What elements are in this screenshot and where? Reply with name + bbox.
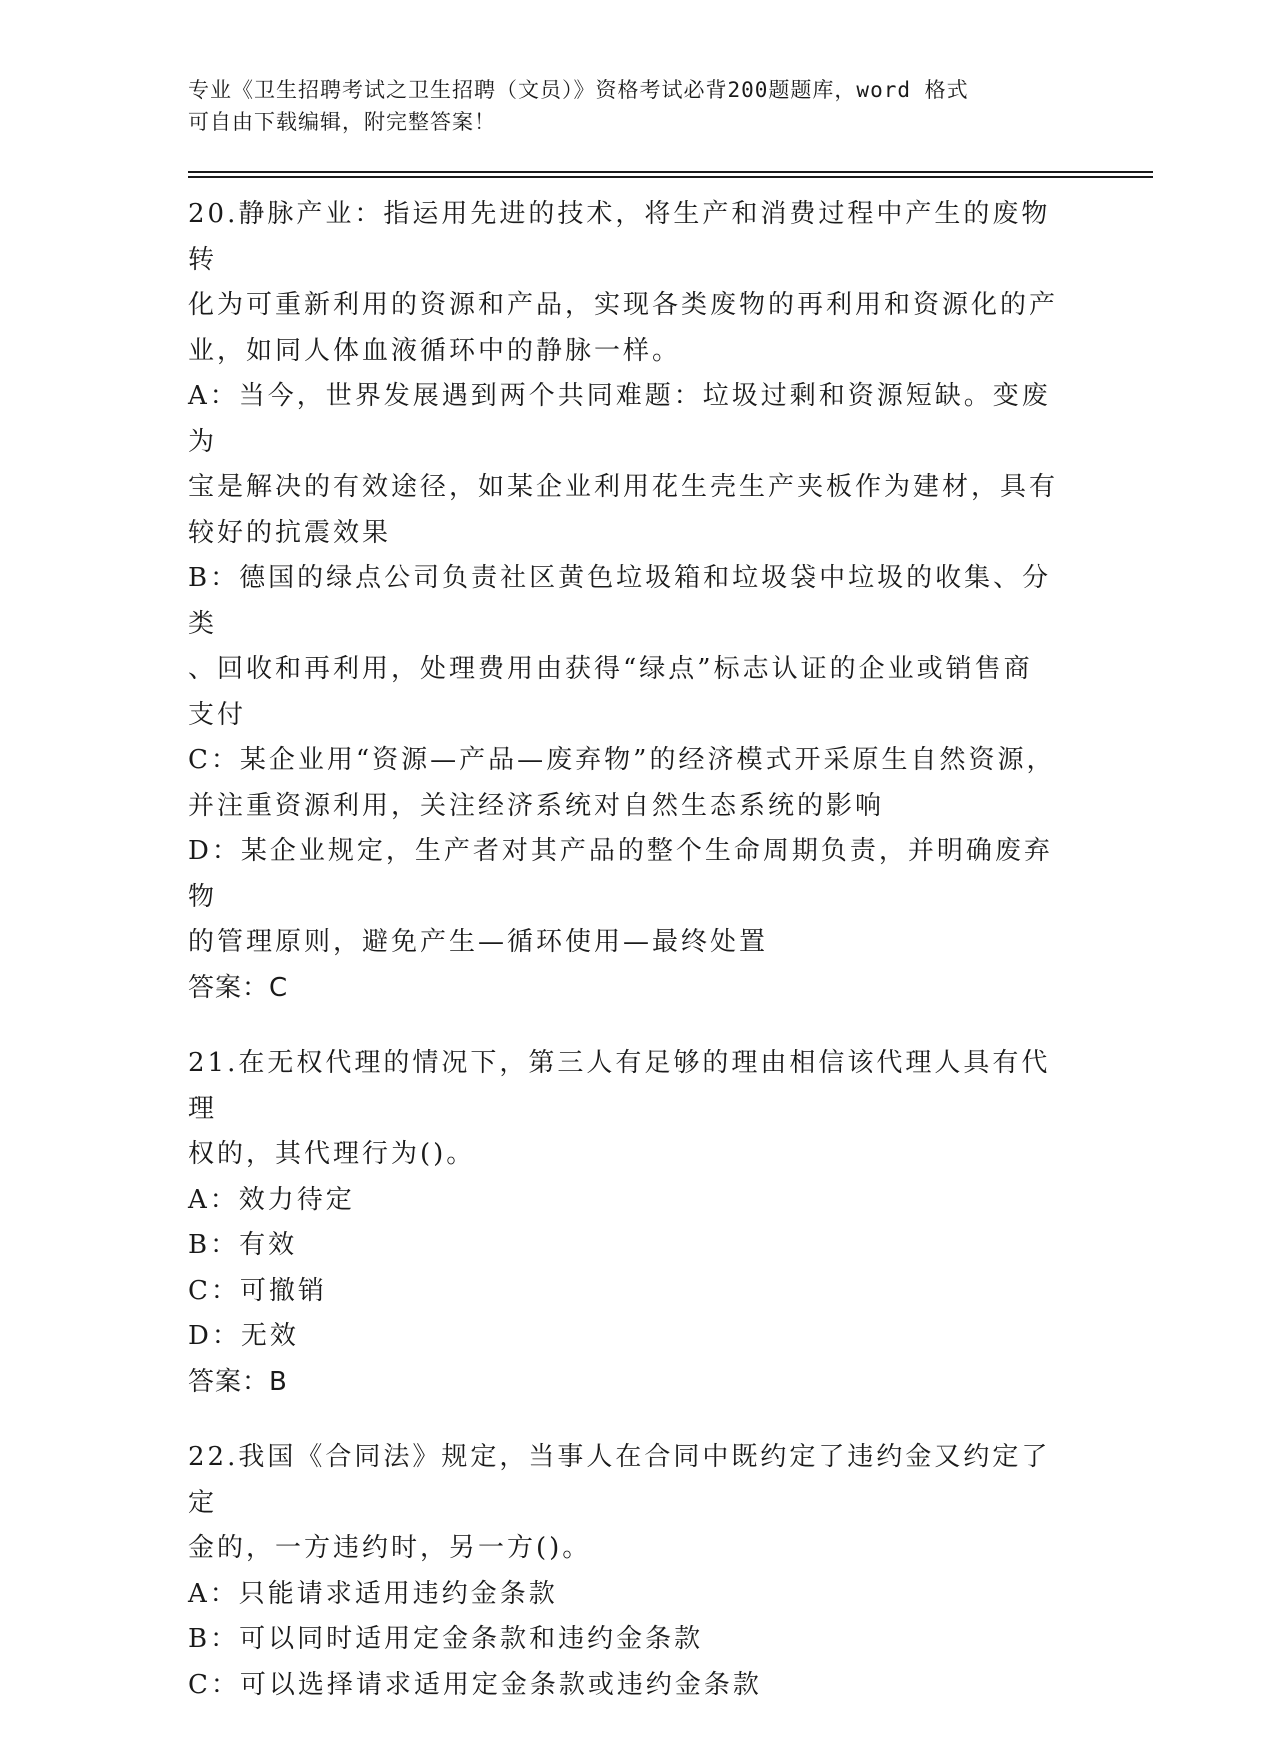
answer-label: 答案：C xyxy=(188,972,289,1003)
option-b-line: B：德国的绿点公司负责社区黄色垃圾箱和垃圾袋中垃圾的收集、分类 xyxy=(188,563,1052,639)
question-stem-line: 权的，其代理行为()。 xyxy=(188,1139,476,1169)
option-a-line: A：当今，世界发展遇到两个共同难题：垃圾过剩和资源短缺。变废为 xyxy=(188,381,1051,457)
header-rule-bottom xyxy=(188,176,1153,178)
answer-label: 答案：B xyxy=(188,1366,288,1397)
option-d-line: 的管理原则，避免产生—循环使用—最终处置 xyxy=(188,927,769,957)
option-c-line: C：某企业用“资源—产品—废弃物”的经济模式开采原生自然资源， xyxy=(188,745,1056,775)
question-20 xyxy=(188,192,1078,1011)
option-b-line: B：有效 xyxy=(188,1230,298,1260)
question-stem-line: 21.在无权代理的情况下，第三人有足够的理由相信该代理人具有代理 xyxy=(188,1048,1051,1124)
header-line-2: 可自由下载编辑，附完整答案！ xyxy=(188,110,496,134)
question-list xyxy=(188,192,1078,1738)
question-stem-line: 化为可重新利用的资源和产品，实现各类废物的再利用和资源化的产 xyxy=(188,290,1059,320)
question-stem-line: 金的，一方违约时，另一方()。 xyxy=(188,1533,592,1563)
option-a-line: A：只能请求适用违约金条款 xyxy=(188,1578,558,1609)
question-stem-line: 20.静脉产业：指运用先进的技术，将生产和消费过程中产生的废物转 xyxy=(188,199,1051,275)
header-rule-top xyxy=(188,171,1153,173)
question-stem-line: 22.我国《合同法》规定，当事人在合同中既约定了违约金又约定了定 xyxy=(188,1442,1051,1518)
option-d-line: D：无效 xyxy=(188,1321,299,1351)
question-stem-line: 业，如同人体血液循环中的静脉一样。 xyxy=(188,335,682,366)
question-21 xyxy=(188,1041,1078,1405)
option-c-line: C：可撤销 xyxy=(188,1275,327,1306)
option-c-line: C：可以选择请求适用定金条款或违约金条款 xyxy=(188,1669,762,1700)
option-a-line: 较好的抗震效果 xyxy=(188,517,392,548)
option-d-line: D：某企业规定，生产者对其产品的整个生命周期负责，并明确废弃物 xyxy=(188,836,1053,912)
option-a-line: 宝是解决的有效途径，如某企业利用花生壳生产夹板作为建材，具有 xyxy=(188,472,1059,502)
document-header xyxy=(188,74,1068,138)
option-b-line: B：可以同时适用定金条款和违约金条款 xyxy=(188,1624,704,1654)
option-a-line: A：效力待定 xyxy=(188,1184,355,1215)
option-b-line: 、回收和再利用，处理费用由获得“绿点”标志认证的企业或销售商 xyxy=(188,654,1033,684)
option-c-line: 并注重资源利用，关注经济系统对自然生态系统的影响 xyxy=(188,790,885,821)
question-22 xyxy=(188,1435,1078,1708)
option-b-line: 支付 xyxy=(188,699,247,730)
header-line-1: 专业《卫生招聘考试之卫生招聘（文员）》资格考试必背200题题库，word 格式 xyxy=(188,78,969,102)
